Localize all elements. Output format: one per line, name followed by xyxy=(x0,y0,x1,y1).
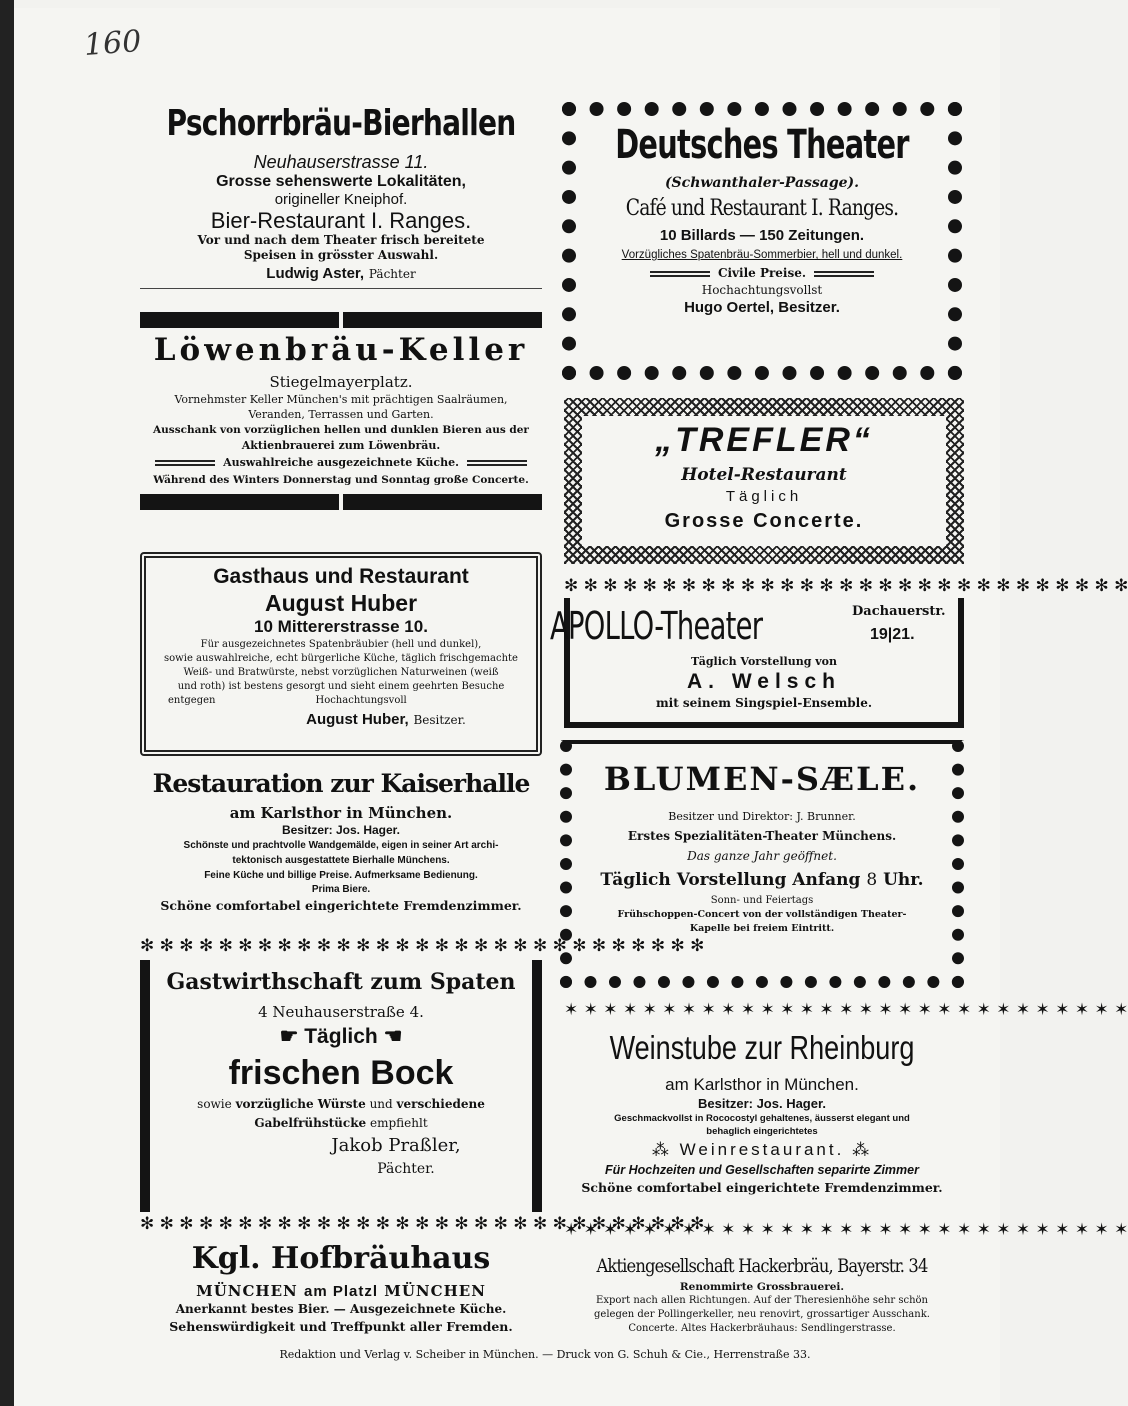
loewen-line: Veranden, Terrassen und Garten. xyxy=(248,408,434,421)
apollo-address1: Dachauerstr. xyxy=(852,604,946,619)
loewen-kueche-line xyxy=(140,454,542,472)
loewen-sub: Stiegelmayerplatz. xyxy=(269,373,413,391)
loewen-kueche: Auswahlreiche ausgezeichnete Küche. xyxy=(223,456,459,469)
blumen-hour: 8 xyxy=(866,870,878,890)
divider xyxy=(140,288,542,289)
kaiserhalle-line: tektonisch ausgestattete Bierhalle Münchens. xyxy=(232,855,450,866)
rule xyxy=(467,460,527,466)
spaten-gabel: Gabelfrühstücke xyxy=(254,1116,367,1130)
hacker-sub: Renommirte Grossbrauerei. xyxy=(679,1281,845,1293)
blumen-line3: Das ganze Jahr geöffnet. xyxy=(687,849,837,863)
blumen-line1: Besitzer und Direktor: J. Brunner. xyxy=(668,810,856,823)
rheinburg-title: Weinstube zur Rheinburg xyxy=(609,1029,915,1066)
spaten-sowie: sowie xyxy=(197,1097,232,1111)
hofbraeu-title: Kgl. Hofbräuhaus xyxy=(191,1241,491,1276)
huber-line: Für ausgezeichnetes Spatenbräubier (hell und dunkel), xyxy=(200,639,482,650)
ad-hackerbraeu xyxy=(560,1252,964,1344)
spaten-daily-line xyxy=(150,1022,532,1052)
ad-spaten xyxy=(140,960,542,1212)
ad-rheinburg xyxy=(560,1022,964,1218)
spaten-empfiehlt: empfiehlt xyxy=(370,1116,428,1130)
huber-owner: August Huber, xyxy=(306,711,409,728)
pschorr-line: Speisen in grösster Auswahl. xyxy=(243,248,439,262)
hacker-line: gelegen der Pollingerkeller, neu renovirt, grossartiger Ausschank. xyxy=(594,1309,930,1320)
ad-trefler xyxy=(564,398,964,564)
ad-deutsches-theater xyxy=(562,102,962,380)
spaten-und: und xyxy=(369,1097,393,1111)
trefler-title: „TREFLER“ xyxy=(655,421,873,459)
pschorr-owner-line xyxy=(140,263,542,284)
pschorr-owner: Ludwig Aster, xyxy=(266,265,365,282)
page-footer: Redaktion und Verlag v. Scheiber in München. — Druck von G. Schuh & Cie., Herrenstraße 33. xyxy=(279,1348,811,1361)
trefler-daily: Täglich xyxy=(725,488,803,505)
hand-left-icon: ☚ xyxy=(383,1025,403,1048)
rheinburg-line4-row xyxy=(560,1138,964,1162)
hofbraeu-line: Sehenswürdigkeit und Treffpunkt aller Fremden. xyxy=(169,1319,513,1334)
pschorr-line: Grosse sehenswerte Lokalitäten, xyxy=(216,173,466,190)
kaiserhalle-line: Prima Biere. xyxy=(311,884,371,895)
rule xyxy=(650,271,710,277)
spaten-title: Gastwirthschaft zum Spaten xyxy=(166,969,516,995)
blumen-line4 xyxy=(572,866,952,894)
kaiserhalle-line: Feine Küche und billige Preise. Aufmerksame Bedienung. xyxy=(204,870,478,881)
trefler-concerts: Grosse Concerte. xyxy=(664,510,864,532)
hofbraeu-platzl: am Platzl xyxy=(303,1283,379,1300)
spaten-wuerste: vorzügliche Würste xyxy=(235,1097,366,1111)
hand-right-icon: ☛ xyxy=(279,1025,299,1048)
theater-line3: Vorzügliches Spatenbräu-Sommerbier, hell und dunkel. xyxy=(621,249,903,261)
theater-sub: (Schwanthaler-Passage). xyxy=(664,175,860,191)
rheinburg-line2: Geschmackvollst in Rococostyl gehaltenes, äusserst elegant und xyxy=(614,1113,910,1124)
kaiserhalle-line: Schönste und prachtvolle Wandgemälde, eigen in seiner Art archi- xyxy=(183,840,499,851)
loewen-line: Vornehmster Keller München's mit prächtigen Saalräumen, xyxy=(174,393,508,406)
ornament-row: ✻ ✻ ✻ ✻ ✻ ✻ ✻ ✻ ✻ ✻ ✻ ✻ ✻ ✻ ✻ ✻ ✻ ✻ ✻ ✻ ✻ ✻ ✻ ✻ ✻ ✻ ✻ ✻ ✻ xyxy=(140,936,705,956)
ad-blumen-saele xyxy=(560,740,964,988)
theater-owner: Hugo Oertel, Besitzer. xyxy=(684,299,840,316)
huber-line: Weiß- und Bratwürste, nebst vorzüglichen Naturweinen (weiß xyxy=(183,667,499,678)
rule xyxy=(155,460,215,466)
hacker-line: Export nach allen Richtungen. Auf der Theresienhöhe sehr schön xyxy=(596,1295,928,1306)
kaiserhalle-line: Schöne comfortabel eingerichtete Fremdenzimmer. xyxy=(160,898,522,913)
flourish-icon: ⁂ xyxy=(852,1140,873,1159)
huber-role: Besitzer. xyxy=(413,713,466,727)
theater-title: Deutsches Theater xyxy=(615,122,909,168)
theater-prices: Civile Preise. xyxy=(717,266,807,280)
apollo-title: APOLLO-Theater xyxy=(550,604,763,648)
blumen-line5: Sonn- und Feiertags xyxy=(710,895,814,906)
huber-hochachtung: Hochachtungsvoll xyxy=(315,695,407,706)
rheinburg-line3: behaglich eingerichtetes xyxy=(706,1126,818,1137)
theater-price-line xyxy=(576,264,948,282)
ad-pschorr xyxy=(140,96,542,306)
huber-entgegen: entgegen xyxy=(168,695,216,706)
blumen-show: Täglich Vorstellung Anfang xyxy=(600,870,861,890)
pschorr-line: Bier-Restaurant I. Ranges. xyxy=(210,208,472,233)
spaten-address: 4 Neuhauserstraße 4. xyxy=(258,1003,424,1021)
black-bar xyxy=(140,494,542,510)
hofbraeu-line: Anerkannt bestes Bier. — Ausgezeichnete Küche. xyxy=(175,1302,507,1316)
page-number: 160 xyxy=(82,24,143,63)
ornament-row: ✶ ✶ ✶ ✶ ✶ ✶ ✶ ✶ ✶ ✶ ✶ ✶ ✶ ✶ ✶ ✶ ✶ ✶ ✶ ✶ ✶ ✶ ✶ ✶ ✶ ✶ ✶ ✶ ✶ xyxy=(564,1000,1128,1020)
apollo-line2: mit seinem Singspiel-Ensemble. xyxy=(655,696,873,710)
theater-line1: Café und Restaurant I. Ranges. xyxy=(625,196,899,221)
trefler-sub: Hotel-Restaurant xyxy=(681,465,847,485)
blumen-line2: Erstes Spezialitäten-Theater Münchens. xyxy=(627,829,897,843)
huber-line: sowie auswahlreiche, echt bürgerliche Küche, täglich frischgemachte xyxy=(164,653,518,664)
pschorr-line: origineller Kneiphof. xyxy=(274,191,408,208)
loewen-title: Löwenbräu-Keller xyxy=(153,332,529,368)
hacker-title: Aktiengesellschaft Hackerbräu, Bayerstr. 34 xyxy=(596,1255,928,1277)
huber-address: 10 Mittererstrasse 10. xyxy=(254,617,428,636)
rheinburg-line1: am Karlsthor in München. xyxy=(665,1075,859,1094)
huber-greeting-line xyxy=(146,694,536,708)
huber-title2: August Huber xyxy=(264,590,418,616)
apollo-header xyxy=(550,598,958,654)
theater-line2: 10 Billards — 150 Zeitungen. xyxy=(659,227,865,244)
spaten-owner: Jakob Praßler, xyxy=(331,1135,461,1156)
scan-edge xyxy=(0,0,14,1406)
ornament-row: ✻ ✻ ✻ ✻ ✻ ✻ ✻ ✻ ✻ ✻ ✻ ✻ ✻ ✻ ✻ ✻ ✻ ✻ ✻ ✻ ✻ ✻ ✻ ✻ ✻ ✻ ✻ ✻ ✻ xyxy=(140,1214,705,1234)
trefler-panel xyxy=(582,416,946,546)
kaiserhalle-sub: am Karlsthor in München. xyxy=(229,804,453,822)
pschorr-role: Pächter xyxy=(368,267,416,281)
hacker-line: Concerte. Altes Hackerbräuhaus: Sendlingerstrasse. xyxy=(628,1323,896,1334)
black-bar xyxy=(140,312,542,328)
kaiserhalle-title: Restauration zur Kaiserhalle xyxy=(152,769,530,798)
ad-kaiserhalle xyxy=(140,764,542,934)
apollo-name: A. Welsch xyxy=(687,670,841,693)
rheinburg-line6: Schöne comfortabel eingerichtete Fremdenzimmer. xyxy=(581,1180,943,1195)
spaten-role: Pächter. xyxy=(377,1161,435,1177)
ornament-row: ✶ ✶ ✶ ✶ ✶ ✶ ✶ ✶ ✶ ✶ ✶ ✶ ✶ ✶ ✶ ✶ ✶ ✶ ✶ ✶ ✶ ✶ ✶ ✶ ✶ ✶ ✶ ✶ ✶ xyxy=(564,1220,1128,1240)
ad-apollo xyxy=(550,598,964,728)
theater-regards: Hochachtungsvollst xyxy=(701,283,823,297)
ad-august-huber xyxy=(140,552,542,756)
loewen-line: Aktienbrauerei zum Löwenbräu. xyxy=(241,439,441,452)
spaten-verschiedene: verschiedene xyxy=(396,1097,485,1111)
blumen-uhr: Uhr. xyxy=(883,870,924,890)
apollo-line1: Täglich Vorstellung von xyxy=(691,655,837,668)
loewen-line: Ausschank von vorzüglichen hellen und dunklen Bieren aus der xyxy=(153,424,529,436)
hofbraeu-city: MÜNCHEN xyxy=(196,1282,298,1300)
hofbraeu-city: MÜNCHEN xyxy=(384,1282,486,1300)
spaten-line2 xyxy=(150,1114,532,1132)
ad-loewenbraeu xyxy=(140,312,542,544)
hofbraeu-line1 xyxy=(140,1282,542,1301)
pschorr-line: Vor und nach dem Theater frisch bereitete xyxy=(197,233,485,247)
spaten-line1 xyxy=(150,1094,532,1114)
apollo-address2: 19|21. xyxy=(870,626,915,643)
loewen-line: Während des Winters Donnerstag und Sonntag große Concerte. xyxy=(153,474,529,486)
blumen-line7: Kapelle bei freiem Eintritt. xyxy=(689,923,835,934)
ad-hofbraeuhaus xyxy=(140,1236,542,1344)
spaten-bock: frischen Bock xyxy=(228,1054,454,1092)
kaiserhalle-owner: Besitzer: Jos. Hager. xyxy=(281,823,401,837)
flourish-icon: ⁂ xyxy=(651,1140,672,1159)
rheinburg-owner: Besitzer: Jos. Hager. xyxy=(698,1096,826,1111)
pschorr-address: Neuhauserstrasse 11. xyxy=(253,152,429,172)
rule xyxy=(814,271,874,277)
blumen-line6: Frühschoppen-Concert von der vollständigen Theater- xyxy=(617,909,907,920)
ornament-row: ✻ ✻ ✻ ✻ ✻ ✻ ✻ ✻ ✻ ✻ ✻ ✻ ✻ ✻ ✻ ✻ ✻ ✻ ✻ ✻ ✻ ✻ ✻ ✻ ✻ ✻ ✻ ✻ ✻ xyxy=(564,576,1128,596)
rheinburg-line5: Für Hochzeiten und Gesellschaften separirte Zimmer xyxy=(605,1163,919,1177)
blumen-title: BLUMEN-SÆLE. xyxy=(603,760,921,798)
huber-line: und roth) ist bestens gesorgt und sieht einem geehrten Besuche xyxy=(177,681,505,692)
rheinburg-weinrestaurant: Weinrestaurant. xyxy=(679,1140,845,1159)
pschorr-title: Pschorrbräu-Bierhallen xyxy=(166,103,516,144)
huber-title1: Gasthaus und Restaurant xyxy=(213,565,469,588)
huber-owner-line xyxy=(146,708,536,731)
spaten-daily: Täglich xyxy=(304,1025,378,1048)
